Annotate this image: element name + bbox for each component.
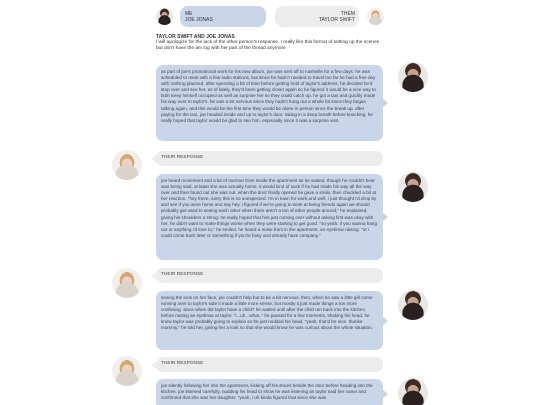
their-avatar bbox=[112, 356, 142, 386]
me-name: JOE JONAS bbox=[185, 17, 213, 23]
avatar-image bbox=[112, 150, 142, 180]
them-label: THEM bbox=[340, 11, 355, 17]
avatar-image bbox=[398, 172, 428, 202]
them-participant-chip bbox=[275, 6, 359, 27]
avatar-image bbox=[367, 8, 384, 25]
my-avatar bbox=[398, 62, 428, 92]
me-participant-chip bbox=[180, 6, 266, 27]
my-avatar bbox=[398, 378, 428, 405]
avatar-image bbox=[398, 290, 428, 320]
my-avatar bbox=[398, 290, 428, 320]
their-message: THEIR RESPONSE bbox=[156, 357, 383, 372]
their-message: THEIR RESPONSE bbox=[156, 151, 383, 166]
my-message: joe heard movement and a bit of murmur from inside the apartment as he waited, though he couldn't hear was being said, at least she was actually home. it would kind of suck if he had made his way all the way over and then found out she was out. when the door finally opened he gave a smile, then chuckled a bit at her reaction. "hey there, sorry this is so unexpected. i'm in town for work and well, i just thought i'd drop by and see if you were home and say hey. i figured if we're going to work at being friends again we should probably get used to seeing each other when there aren't a ton of other people around," he explained, giving his shoulders a shrug. he really hoped that him just coming over without asking first was okay with her, he didn't want to make things worse when they were starting to get good. "so yeah. if you wanna hang out or anything i'd love to," he smiled. he heard a noise from in the apartment, an eyebrow raising. "or i could come back later or something if you're busy and already have company." bbox=[156, 174, 383, 260]
their-avatar bbox=[112, 150, 142, 180]
thread-description: I will apologize for the lack of the other person's response. I really like this format of setting up the scenes but don't have the am log with her part of the thread anymore bbox=[156, 40, 380, 51]
my-message: as part of joe's promotional work for his new album, joe was sent off to nashville for a few days. he was scheduled to meet with a few radio stations, but since he hadn't needed to travel too far he had a free day with nothing planned. after spending a bit of time before getting hold of taylor's address, he decided he'd stop over and see her. as of lately, they'd been getting closer again so he figured it would be a nice way to both keep himself occupied as well as surprise her so they could catch up. he got a taxi and quickly made his way over to taylor's. he was a bit nervous since they hadn't hung out a whole lot since they began talking again, and this would be the first time they would be alone in person since the break up. after paying for the taxi, joe headed inside and up to taylor's door, taking in a deep breath before knocking. he really hoped that taylor would be glad to see him, especially since it was a surprise visit. bbox=[156, 65, 383, 141]
my-avatar bbox=[156, 8, 173, 25]
avatar-image bbox=[112, 356, 142, 386]
their-avatar bbox=[367, 8, 384, 25]
them-name: TAYLOR SWIFT bbox=[318, 17, 355, 23]
thread-title: TAYLOR SWIFT AND JOE JONAS bbox=[156, 34, 235, 40]
my-avatar bbox=[398, 172, 428, 202]
me-label: ME bbox=[185, 11, 193, 17]
my-message: joe silently following her into the apartment, kicking off his shoes beside the door before heading into the kitchen. joe listened carefully, nodding his head to show he was listening as taylor said her name and confirmed that she was her daughter. "yeah, i uh kinda figured that since she was bbox=[156, 379, 383, 405]
my-message: seeing the look on her face, joe couldn't help but to be a bit nervous. then, when he saw a little girl come running over to taylor's side it made a little more sense, but mostly it just made things a ton more confusing. since when did taylor have a child? he waited until after the child ran back into the kitchen before raising an eyebrow at taylor. "i...uh...what.." he paused for a few moments, shaking his head. he knew taylor was probably going to explain so he just nodded his head, "yeah, that'd be nice. thanks mommy," he told her, giving her a look so that she would know he was curious about the whole situation. bbox=[156, 291, 383, 350]
avatar-image bbox=[398, 378, 428, 405]
avatar-image bbox=[398, 62, 428, 92]
avatar-image bbox=[156, 8, 173, 25]
avatar-image bbox=[112, 268, 142, 298]
their-message: THEIR RESPONSE bbox=[156, 268, 383, 283]
their-avatar bbox=[112, 268, 142, 298]
